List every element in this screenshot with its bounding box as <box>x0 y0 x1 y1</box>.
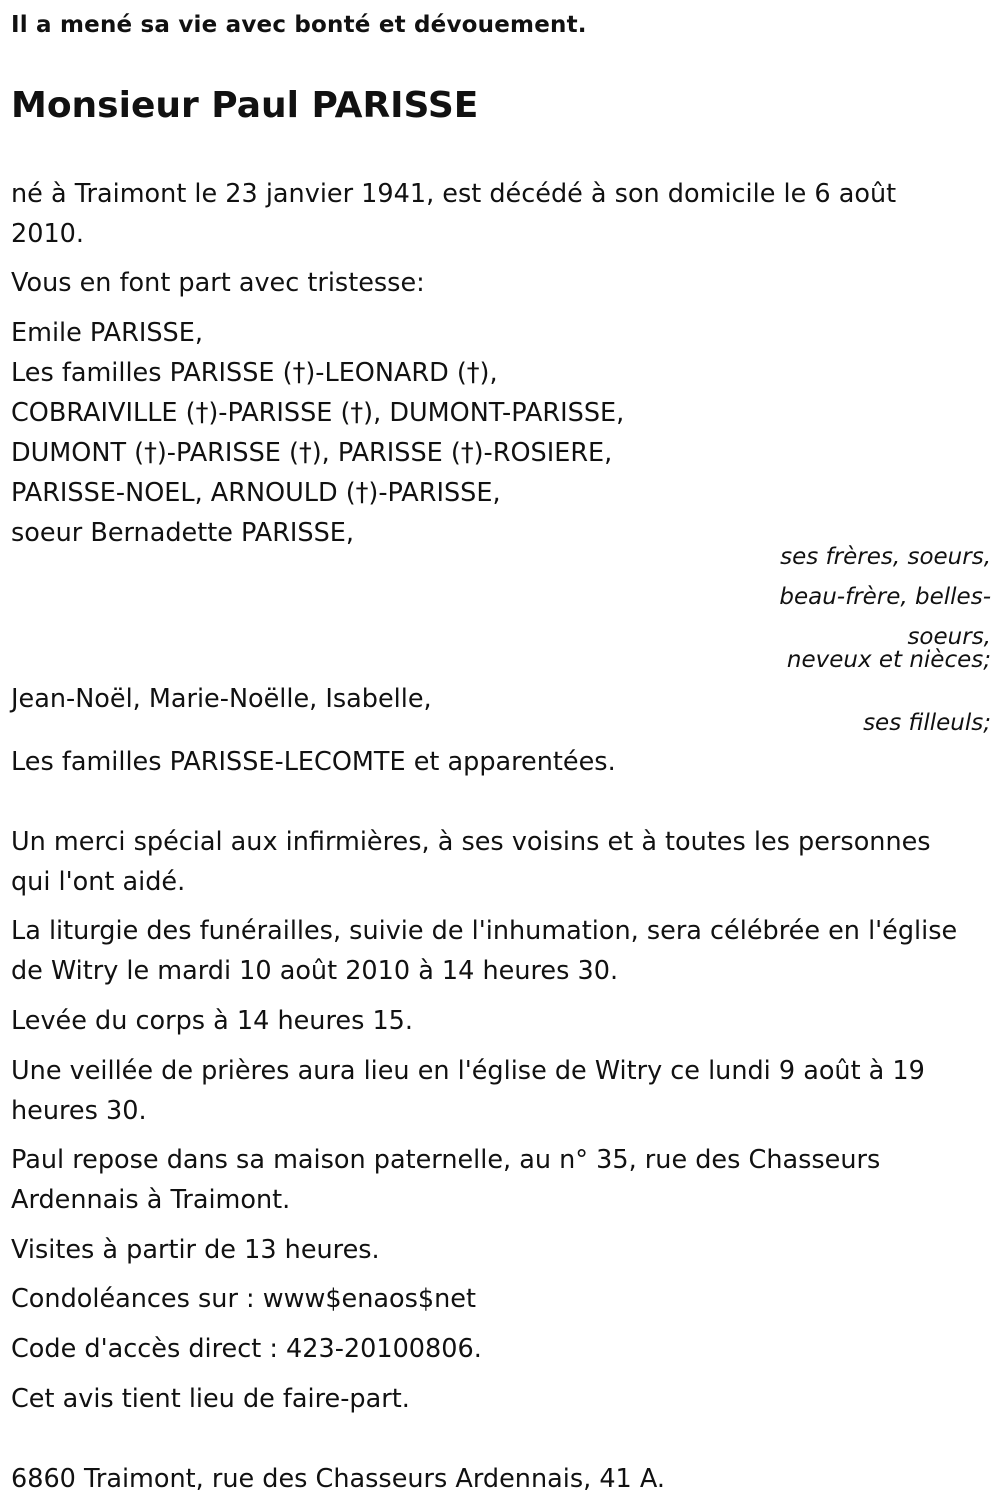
family-line: Les familles PARISSE (†)-LEONARD (†), <box>11 358 498 388</box>
rest-paragraph <box>11 1140 991 1220</box>
birth-death-line-1: né à Traimont le 23 janvier 1941, est décédé à son domicile le 6 août <box>11 179 897 209</box>
family-line: PARISSE-NOEL, ARNOULD (†)-PARISSE, <box>11 478 501 508</box>
family-role-2: beau-frère, belles- <box>779 584 991 610</box>
levee-paragraph <box>11 1001 991 1041</box>
vigil-paragraph <box>11 1051 991 1131</box>
birth-death-line-2: 2010. <box>11 219 85 249</box>
access-code-text: Code d'accès direct : 423-20100806. <box>11 1334 482 1364</box>
announcement <box>11 263 991 303</box>
thanks-line-1: Un merci spécial aux infirmières, à ses voisins et à toutes les personnes <box>11 827 931 857</box>
notice-text: Cet avis tient lieu de faire-part. <box>11 1384 410 1414</box>
godchildren-role: ses filleuls; <box>863 710 991 736</box>
address-text: 6860 Traimont, rue des Chasseurs Ardennais, 41 A. <box>11 1464 665 1494</box>
headline: Il a mené sa vie avec bonté et dévouement. <box>11 12 587 38</box>
obituary-notice <box>11 0 991 1512</box>
family-list <box>11 313 991 553</box>
deceased-name: Monsieur Paul PARISSE <box>11 85 479 126</box>
related-families-text: Les familles PARISSE-LECOMTE et apparentées. <box>11 747 616 777</box>
condolences-text: Condoléances sur : www$enaos$net <box>11 1284 476 1314</box>
thanks-paragraph <box>11 822 991 902</box>
liturgy-paragraph <box>11 911 991 991</box>
thanks-line-2: qui l'ont aidé. <box>11 867 186 897</box>
address-paragraph <box>11 1459 991 1499</box>
godchildren-names: Jean-Noël, Marie-Noëlle, Isabelle, <box>11 684 432 714</box>
liturgy-line-1: La liturgie des funérailles, suivie de l'inhumation, sera célébrée en l'église <box>11 916 958 946</box>
liturgy-line-2: de Witry le mardi 10 août 2010 à 14 heures 30. <box>11 956 619 986</box>
related-families <box>11 742 991 782</box>
vigil-line-1: Une veillée de prières aura lieu en l'église de Witry ce lundi 9 août à 19 <box>11 1056 925 1086</box>
family-role-3: soeurs, <box>907 624 991 650</box>
condolences-paragraph <box>11 1279 991 1319</box>
rest-line-1: Paul repose dans sa maison paternelle, au n° 35, rue des Chasseurs <box>11 1145 881 1175</box>
levee-text: Levée du corps à 14 heures 15. <box>11 1006 414 1036</box>
family-line: DUMONT (†)-PARISSE (†), PARISSE (†)-ROSIERE, <box>11 438 613 468</box>
vigil-line-2: heures 30. <box>11 1096 147 1126</box>
family-line: Emile PARISSE, <box>11 318 203 348</box>
access-code-paragraph <box>11 1329 991 1369</box>
birth-death-paragraph <box>11 174 991 254</box>
announcement-text: Vous en font part avec tristesse: <box>11 268 425 298</box>
rest-line-2: Ardennais à Traimont. <box>11 1185 291 1215</box>
visits-paragraph <box>11 1230 991 1270</box>
visits-text: Visites à partir de 13 heures. <box>11 1235 380 1265</box>
family-role-1: ses frères, soeurs, <box>780 544 991 570</box>
family-role-4: neveux et nièces; <box>786 647 991 673</box>
family-line: soeur Bernadette PARISSE, <box>11 518 355 548</box>
godchildren <box>11 679 991 719</box>
family-line: COBRAIVILLE (†)-PARISSE (†), DUMONT-PARISSE, <box>11 398 625 428</box>
notice-paragraph <box>11 1379 991 1419</box>
